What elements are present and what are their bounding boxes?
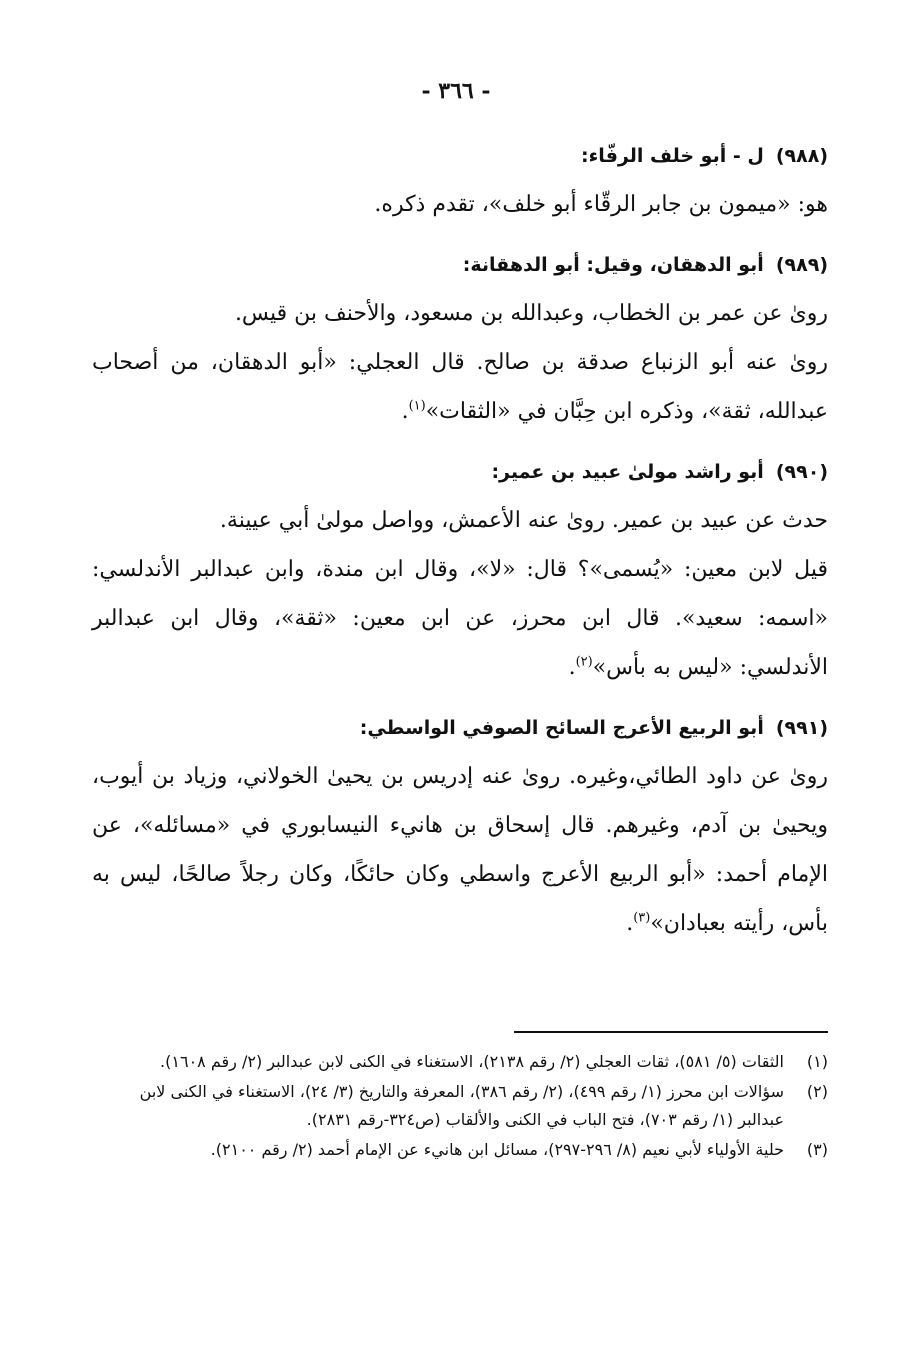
entry-text (92, 496, 828, 692)
footnote-number: (١) (806, 1052, 828, 1071)
entry-paragraph: قيل لابن معين: «يُسمى»؟ قال: «لا»، وقال ابن مندة، وابن عبدالبر الأندلسي: «اسمه: سعيد». قال ابن محرز، عن ابن معين: «ثقة»، وقال ابن عبدالبر الأندلسي: «ليس به بأس»$^{(٢)}$. (92, 557, 828, 680)
footnote-ref[interactable]: (٢) (575, 654, 593, 670)
entry-text (92, 289, 828, 436)
entry-number: (٩٨٨) (775, 145, 828, 167)
entry-number: (٩٩٠) (775, 461, 828, 483)
entry-number: (٩٩١) (775, 717, 828, 739)
entry-text (92, 752, 828, 948)
entry-text (92, 180, 828, 229)
entry-paragraph: روىٰ عن عمر بن الخطاب، وعبدالله بن مسعود، والأحنف بن قيس. (234, 301, 828, 326)
footnote-text: سؤالات ابن محرز (١/ رقم ٤٩٩)، (٢/ رقم ٣٨٦)، المعرفة والتاريخ (٣/ ٢٤)، الاستغناء في الكنى لابن عبدالبر (١/ رقم ٧٠٣)، فتح الباب في الكنى والألقاب (ص٣٢٤-رقم ٢٨٣١). (139, 1082, 784, 1129)
entry-paragraph-text: روىٰ عن داود الطائي،وغيره. روىٰ عنه إدريس بن يحيىٰ الخولاني، وزياد بن أيوب، ويحيىٰ بن آدم، وغيرهم. قال إسحاق بن هانيء النيسابوري في «مسائله»، عن الإمام أحمد: «أبو الربيع الأعرج واسطي وكان حائكًا، وكان رجلاً صالحًا، ليس به بأس، رأيته بعبادان» (92, 764, 828, 936)
entry-title: أبو راشد مولىٰ عبيد بن عمير: (491, 461, 764, 483)
entry-991 (92, 706, 828, 948)
entry-paragraph: حدث عن عبيد بن عمير. روىٰ عنه الأعمش، وواصل مولىٰ أبي عيينة. (219, 508, 828, 533)
footnote-number: (٣) (806, 1140, 828, 1159)
entries (92, 134, 828, 962)
footnote-text: حلية الأولياء لأبي نعيم (٨/ ٢٩٦-٢٩٧)، مسائل ابن هانيء عن الإمام أحمد (٢/ رقم ٢١٠٠). (210, 1140, 784, 1159)
entry-paragraph: روىٰ عن داود الطائي،وغيره. روىٰ عنه إدريس بن يحيىٰ الخولاني، وزياد بن أيوب، ويحيىٰ بن آدم، وغيرهم. قال إسحاق بن هانيء النيسابوري في «مسائله»، عن الإمام أحمد: «أبو الربيع الأعرج واسطي وكان حائكًا، وكان رجلاً صالحًا، ليس به بأس، رأيته بعبادان»$^{(٣)}$. (92, 764, 828, 936)
entry-heading (92, 450, 828, 494)
footnote-divider (514, 1031, 828, 1033)
entry-title: أبو الدهقان، وقيل: أبو الدهقانة: (462, 254, 764, 276)
entry-990 (92, 450, 828, 692)
footnote-ref[interactable]: (٣) (633, 910, 651, 926)
entry-paragraph-text: روىٰ عنه أبو الزنباع صدقة بن صالح. قال العجلي: «أبو الدهقان، من أصحاب عبدالله، ثقة»، وذكره ابن حِبَّان في «الثقات» (92, 350, 828, 424)
footnote-number: (٢) (806, 1082, 828, 1101)
footnote-2 (92, 1078, 828, 1134)
footnotes (92, 1048, 828, 1166)
footnote-1 (92, 1048, 828, 1076)
entry-number: (٩٨٩) (775, 254, 828, 276)
footnote-3 (92, 1136, 828, 1164)
entry-989 (92, 243, 828, 436)
entry-title: ل - أبو خلف الرفّاء: (581, 145, 764, 167)
entry-988 (92, 134, 828, 229)
entry-title: أبو الربيع الأعرج السائح الصوفي الواسطي: (359, 717, 764, 739)
entry-paragraph-text: قيل لابن معين: «يُسمى»؟ قال: «لا»، وقال ابن مندة، وابن عبدالبر الأندلسي: «اسمه: سعيد». قال ابن محرز، عن ابن معين: «ثقة»، وقال ابن عبدالبر الأندلسي: «ليس به بأس» (92, 557, 828, 680)
entry-heading (92, 706, 828, 750)
entry-paragraph: هو: «ميمون بن جابر الرقّاء أبو خلف»، تقدم ذكره. (374, 192, 828, 217)
footnote-ref[interactable]: (١) (408, 398, 426, 414)
footnote-text: الثقات (٥/ ٥٨١)، ثقات العجلي (٢/ رقم ٢١٣٨)، الاستغناء في الكنى لابن عبدالبر (٢/ رقم ١٦٠٨). (160, 1052, 784, 1071)
page-number: - ٣٦٦ - (421, 78, 491, 104)
entry-paragraph: روىٰ عنه أبو الزنباع صدقة بن صالح. قال العجلي: «أبو الدهقان، من أصحاب عبدالله، ثقة»، وذكره ابن حِبَّان في «الثقات»$^{(١)}$. (92, 350, 828, 424)
entry-heading (92, 134, 828, 178)
entry-heading (92, 243, 828, 287)
